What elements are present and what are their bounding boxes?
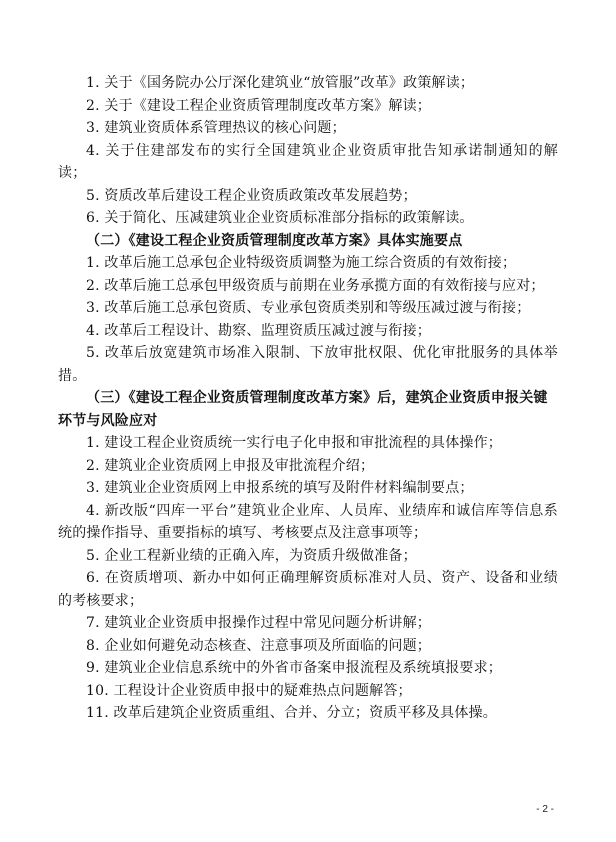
list-item: 5. 资质改革后建设工程企业资质政策改革发展趋势； [86, 187, 417, 204]
list-item: 5. 企业工程新业绩的正确入库，为资质升级做准备； [86, 547, 417, 564]
list-item: 2. 关于《建设工程企业资质管理制度改革方案》解读； [86, 97, 432, 114]
list-item: 5. 改革后放宽建筑市场准入限制、下放审批权限、优化审批服务的具体举措。 [58, 345, 558, 384]
list-item: 8. 企业如何避免动态核查、注意事项及所面临的问题； [86, 637, 432, 654]
list-item: 2. 建筑业企业资质网上申报及审批流程介绍； [86, 457, 375, 474]
list-item: 1. 关于《国务院办公厅深化建筑业“放管服”改革》政策解读； [86, 75, 475, 91]
list-item: 6. 关于简化、压减建筑业企业资质标准部分指标的政策解读。 [86, 210, 474, 226]
list-item: 4. 改革后工程设计、勘察、监理资质压减过渡与衔接； [86, 322, 432, 339]
section-heading-2: （二）《建设工程企业资质管理制度改革方案》具体实施要点 [86, 232, 463, 249]
list-item: 3. 建筑业企业资质网上申报系统的填写及附件材料编制要点； [86, 480, 474, 496]
list-item: 3. 建筑业资质体系管理热议的核心问题； [86, 120, 346, 136]
list-item: 6. 在资质增项、新办中如何正确理解资质标准对人员、资产、设备和业绩的考核要求； [58, 570, 558, 609]
list-item: 11. 改革后建筑企业资质重组、合并、分立；资质平移及具体操。 [86, 705, 497, 721]
list-item: 9. 建筑业企业信息系统中的外省市备案申报流程及系统填报要求； [86, 660, 503, 676]
list-item: 7. 建筑业企业资质申报操作过程中常见问题分析讲解； [86, 615, 432, 631]
list-item: 4. 新改版“四库一平台”建筑业企业库、人员库、业绩库和诚信库等信息系统的操作指导、重要指标的填写、考核要点及注意事项等； [58, 502, 558, 541]
page-number: - 2 - [536, 804, 554, 815]
list-item: 1. 改革后施工总承包企业特级资质调整为施工综合资质的有效衔接； [86, 255, 517, 271]
section-heading-3: （三）《建设工程企业资质管理制度改革方案》后，建筑企业资质申报关键环节与风险应对 [58, 390, 548, 429]
list-item: 4. 关于住建部发布的实行全国建筑业企业资质审批告知承诺制通知的解读； [58, 142, 558, 181]
list-item: 2. 改革后施工总承包甲级资质与前期在业务承揽方面的有效衔接与应对； [86, 277, 545, 294]
document-body [58, 72, 558, 725]
list-item: 3. 改革后施工总承包资质、专业承包资质类别和等级压减过渡与衔接； [86, 300, 531, 316]
list-item: 1. 建设工程企业资质统一实行电子化申报和审批流程的具体操作； [86, 435, 503, 451]
list-item: 10. 工程设计企业资质申报中的疑难热点问题解答； [86, 682, 412, 699]
